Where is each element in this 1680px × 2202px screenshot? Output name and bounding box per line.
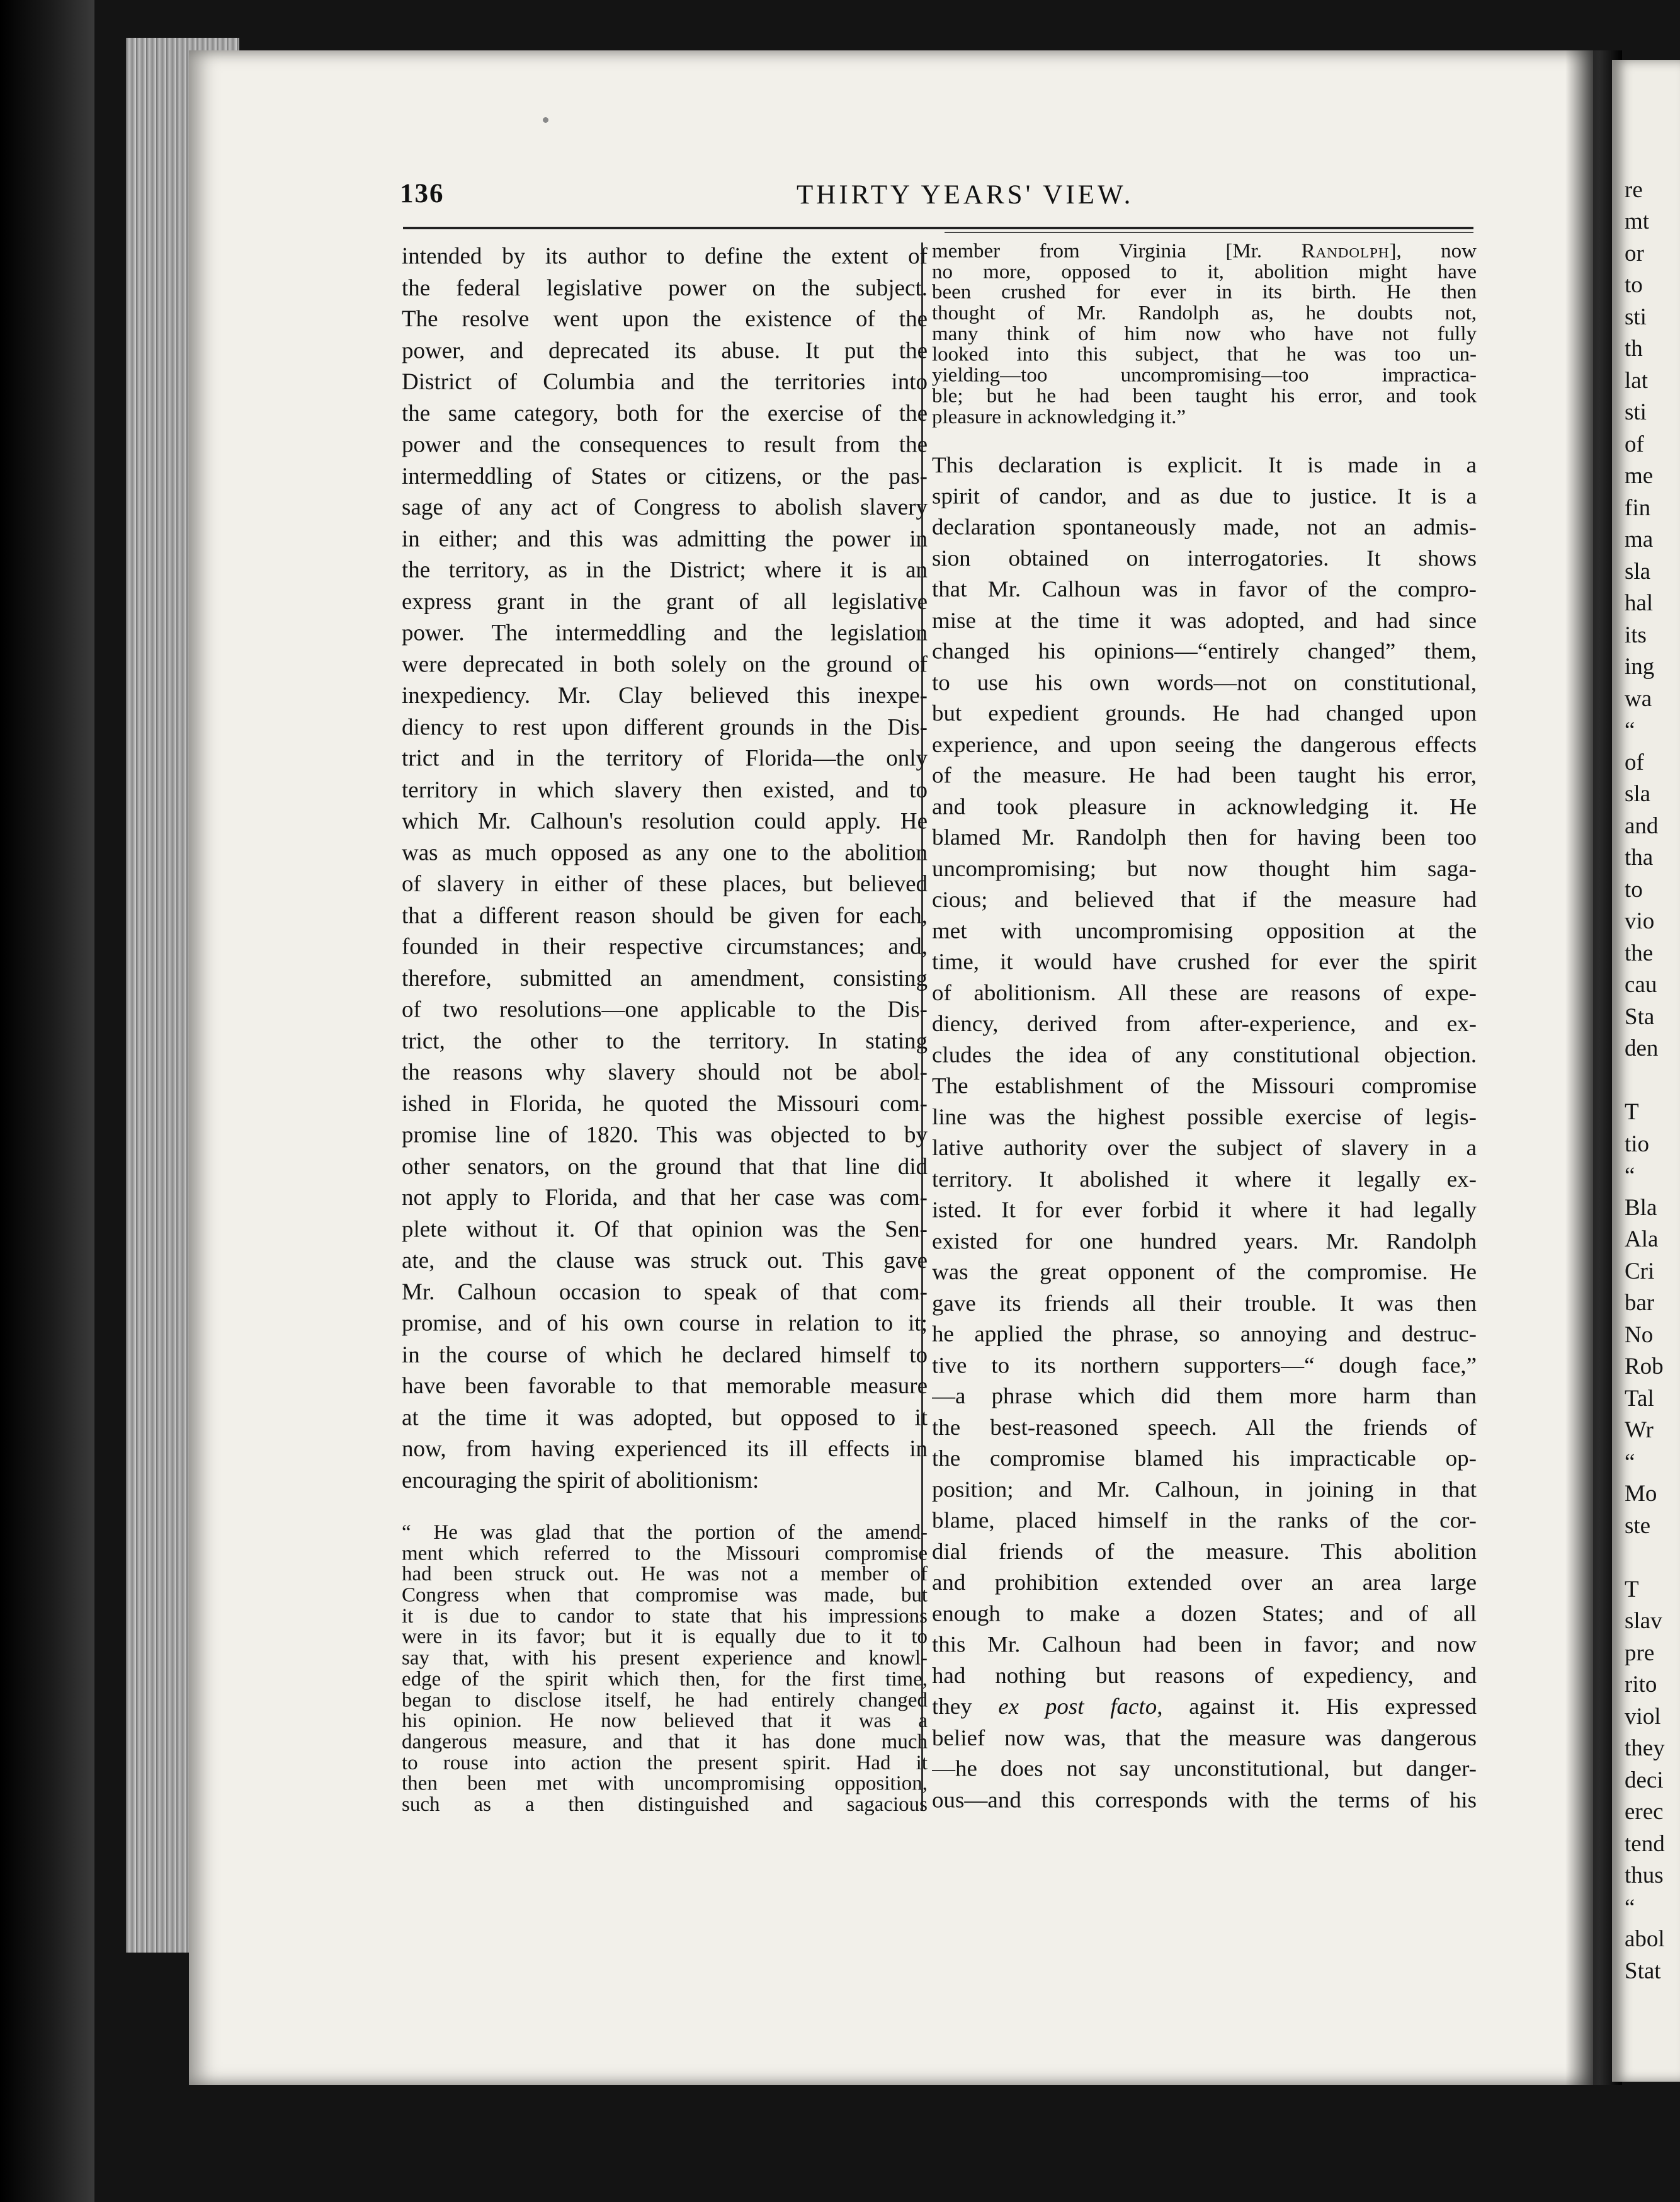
text-line: of the measure. He had been taught his error, bbox=[932, 763, 1477, 789]
fragment-line: mt bbox=[1625, 208, 1650, 234]
fragment-line: tha bbox=[1625, 845, 1654, 870]
text-line: to use his own words—not on constitutional, bbox=[932, 670, 1477, 695]
fragment-line bbox=[1625, 1542, 1680, 1574]
text-line: his opinion. He now believed that it was a bbox=[402, 1711, 928, 1732]
text-line: looked into this subject, that he was too un- bbox=[932, 345, 1477, 366]
text-line: This declaration is explicit. It is made in a bbox=[932, 452, 1477, 478]
text-line: then been met with uncompromising opposition, bbox=[402, 1774, 928, 1795]
text-line: pleasure in acknowledging it.” bbox=[932, 406, 1186, 428]
text-line: that a different reason should be given for each, bbox=[402, 903, 928, 928]
text-line: —a phrase which did them more harm than bbox=[932, 1384, 1477, 1410]
text-line: which Mr. Calhoun's resolution could apply. He bbox=[402, 808, 928, 835]
text-line: The establishment of the Missouri compromise bbox=[932, 1073, 1477, 1099]
fragment-line bbox=[1625, 142, 1680, 174]
fragment-line: ste bbox=[1625, 1512, 1651, 1539]
fragment-line: “ bbox=[1625, 1449, 1635, 1475]
right-column bbox=[932, 241, 1477, 1816]
left-paragraph bbox=[402, 241, 928, 1497]
text-line: the same category, both for the exercise of the bbox=[402, 401, 928, 426]
text-line: cludes the idea of any constitutional objection. bbox=[932, 1042, 1477, 1068]
fragment-line: abol bbox=[1625, 1926, 1665, 1952]
fragment-line: Ala bbox=[1625, 1226, 1659, 1252]
text-line: The resolve went upon the existence of the bbox=[402, 306, 928, 333]
fragment-line: of bbox=[1625, 431, 1644, 457]
text-line: he applied the phrase, so annoying and destruc- bbox=[932, 1321, 1477, 1347]
header-rule-secondary bbox=[945, 232, 1473, 233]
header-rule bbox=[403, 227, 1473, 229]
text-line: territory in which slavery then existed, and to bbox=[402, 777, 928, 803]
text-line: in the course of which he declared himself to bbox=[402, 1342, 928, 1368]
dust-speck bbox=[543, 117, 548, 123]
text-line: met with uncompromising opposition at the bbox=[932, 918, 1477, 944]
text-line: changed his opinions—“entirely changed” them, bbox=[932, 639, 1477, 665]
page-number: 136 bbox=[400, 179, 445, 208]
text-line: spirit of candor, and as due to justice. It is a bbox=[932, 484, 1477, 510]
fragment-line: viol bbox=[1625, 1703, 1661, 1730]
next-page-edge bbox=[1612, 60, 1680, 2082]
text-line: they ex post facto, against it. His expressed bbox=[932, 1694, 1477, 1720]
text-line: edge of the spirit which then, for the first time, bbox=[402, 1669, 928, 1691]
text-line: sage of any act of Congress to abolish slavery bbox=[402, 494, 928, 520]
text-line: of slavery in either of these places, but believed bbox=[402, 871, 928, 897]
text-line: not apply to Florida, and that her case was com- bbox=[402, 1185, 928, 1211]
text-line: were deprecated in both solely on the ground of bbox=[402, 651, 928, 678]
fragment-line: Rob bbox=[1625, 1354, 1664, 1379]
text-line: ble; but he had been taught his error, and took bbox=[932, 386, 1477, 407]
text-line: ous—and this corresponds with the terms of his bbox=[932, 1787, 1477, 1813]
text-line: power and the consequences to result from the bbox=[402, 431, 928, 458]
text-line: began to disclose itself, he had entirely changed bbox=[402, 1690, 928, 1711]
fragment-line: Mo bbox=[1625, 1481, 1657, 1507]
text-line: the territory, as in the District; where it is an bbox=[402, 557, 928, 583]
running-title: THIRTY YEARS' VIEW. bbox=[797, 180, 1134, 210]
text-line: promise line of 1820. This was objected to by bbox=[402, 1122, 928, 1148]
fragment-line: Stat bbox=[1625, 1958, 1661, 1984]
text-line: promise, and of his own course in relation to it; bbox=[402, 1310, 928, 1337]
fragment-line: to bbox=[1625, 876, 1643, 903]
text-line: power. The intermeddling and the legislation bbox=[402, 620, 928, 646]
fragment-line: vio bbox=[1625, 908, 1655, 934]
text-line: the federal legislative power on the subject. bbox=[402, 275, 928, 301]
fragment-line: or bbox=[1625, 240, 1644, 266]
fragment-line: lat bbox=[1625, 367, 1648, 394]
text-line: this Mr. Calhoun had been in favor; and now bbox=[932, 1632, 1477, 1658]
fragment-line: hal bbox=[1625, 590, 1654, 616]
text-line: and took pleasure in acknowledging it. He bbox=[932, 794, 1477, 819]
text-line: gave its friends all their trouble. It was then bbox=[932, 1291, 1477, 1316]
fragment-line: of bbox=[1625, 749, 1644, 775]
text-line: line was the highest possible exercise of legis- bbox=[932, 1104, 1477, 1130]
text-line: the compromise blamed his impracticable op- bbox=[932, 1446, 1477, 1471]
text-line: trict and in the territory of Florida—the only bbox=[402, 746, 928, 772]
text-line: isted. It for ever forbid it where it had legally bbox=[932, 1197, 1477, 1223]
fragment-line: sla bbox=[1625, 558, 1651, 585]
text-line: that Mr. Calhoun was in favor of the compro- bbox=[932, 576, 1477, 602]
text-line: cious; and believed that if the measure had bbox=[932, 887, 1477, 913]
right-quotation bbox=[932, 241, 1477, 428]
text-line: District of Columbia and the territories into bbox=[402, 369, 928, 395]
text-line: intermeddling of States or citizens, or the pas- bbox=[402, 463, 928, 489]
text-line: ished in Florida, he quoted the Missouri com- bbox=[402, 1091, 928, 1117]
text-line: had been struck out. He was not a member of bbox=[402, 1564, 928, 1586]
fragment-line: slav bbox=[1625, 1608, 1662, 1634]
fragment-line: me bbox=[1625, 463, 1654, 489]
fragment-line: deci bbox=[1625, 1767, 1664, 1793]
fragment-line: “ bbox=[1625, 1894, 1635, 1920]
fragment-line: re bbox=[1625, 176, 1643, 203]
text-line: the best-reasoned speech. All the friends of bbox=[932, 1415, 1477, 1440]
fragment-line: No bbox=[1625, 1321, 1654, 1348]
fragment-line: wa bbox=[1625, 685, 1652, 712]
text-line: Mr. Calhoun occasion to speak of that com- bbox=[402, 1279, 928, 1305]
text-line: to rouse into action the present spirit. Had it bbox=[402, 1752, 928, 1774]
fragment-line: ing bbox=[1625, 654, 1655, 680]
fragment-line bbox=[1625, 111, 1680, 143]
text-line: declaration spontaneously made, not an admis- bbox=[932, 515, 1477, 540]
text-line: dial friends of the measure. This abolition bbox=[932, 1539, 1477, 1565]
text-line: position; and Mr. Calhoun, in joining in that bbox=[932, 1477, 1477, 1503]
fragment-line: th bbox=[1625, 336, 1643, 362]
text-line: other senators, on the ground that that line did bbox=[402, 1153, 928, 1180]
fragment-line: Cri bbox=[1625, 1258, 1655, 1284]
text-line: “ He was glad that the portion of the amend- bbox=[402, 1522, 928, 1544]
text-line: lative authority over the subject of slavery in a bbox=[932, 1135, 1477, 1161]
fragment-line: T bbox=[1625, 1576, 1639, 1602]
fragment-line: fin bbox=[1625, 494, 1651, 521]
text-line: dangerous measure, and that it has done much bbox=[402, 1731, 928, 1753]
fragment-line: erec bbox=[1625, 1799, 1664, 1825]
fragment-line: and bbox=[1625, 813, 1659, 839]
fragment-line: sti bbox=[1625, 399, 1647, 425]
text-line: therefore, submitted an amendment, consisting bbox=[402, 965, 928, 991]
text-line: uncompromising; but now thought him saga- bbox=[932, 856, 1477, 882]
text-line: was the great opponent of the compromise. He bbox=[932, 1260, 1477, 1286]
fragment-line bbox=[1625, 79, 1680, 111]
text-line: mise at the time it was adopted, and had since bbox=[932, 608, 1477, 634]
text-line: territory. It abolished it where it legally ex- bbox=[932, 1167, 1477, 1192]
text-line: say that, with his present experience and knowl- bbox=[402, 1648, 928, 1669]
text-line: of two resolutions—one applicable to the Dis- bbox=[402, 996, 928, 1023]
text-line: ment which referred to the Missouri compromise bbox=[402, 1543, 928, 1565]
text-line: express grant in the grant of all legislative bbox=[402, 588, 928, 615]
fragment-line: Bla bbox=[1625, 1194, 1657, 1221]
text-line: in either; and this was admitting the power in bbox=[402, 526, 928, 552]
text-line: the reasons why slavery should not be abol- bbox=[402, 1059, 928, 1085]
fragment-line: tio bbox=[1625, 1131, 1650, 1157]
fragment-line: to bbox=[1625, 272, 1643, 298]
text-line: belief now was, that the measure was dangerous bbox=[932, 1725, 1477, 1751]
text-line: such as a then distinguished and sagacious bbox=[402, 1794, 928, 1816]
text-line: blame, placed himself in the ranks of the cor- bbox=[932, 1508, 1477, 1534]
fragment-line: pre bbox=[1625, 1640, 1655, 1666]
text-line: many think of him now who have not fully bbox=[932, 324, 1477, 345]
text-line: blamed Mr. Randolph then for having been too bbox=[932, 825, 1477, 851]
text-line: tive to its northern supporters—“ dough face,” bbox=[932, 1352, 1477, 1378]
text-line: no more, opposed to it, abolition might have bbox=[932, 261, 1477, 283]
next-page-fragments bbox=[1625, 79, 1680, 1987]
fragment-line: bar bbox=[1625, 1290, 1655, 1316]
fragment-line: “ bbox=[1625, 717, 1635, 743]
fragment-line: sla bbox=[1625, 781, 1651, 807]
text-line: thought of Mr. Randolph as, he doubts not, bbox=[932, 303, 1477, 324]
fragment-line: tend bbox=[1625, 1830, 1665, 1857]
text-line: intended by its author to define the extent of bbox=[402, 243, 928, 270]
fragment-line bbox=[1625, 1065, 1680, 1097]
right-paragraph bbox=[932, 450, 1477, 1816]
fragment-line: the bbox=[1625, 940, 1654, 966]
text-line: and prohibition extended over an area large bbox=[932, 1570, 1477, 1595]
fragment-line: ma bbox=[1625, 527, 1654, 552]
text-line: now, from having experienced its ill effects in bbox=[402, 1436, 928, 1462]
text-line: enough to make a dozen States; and of all bbox=[932, 1601, 1477, 1627]
text-line: it is due to candor to state that his impressions bbox=[402, 1606, 928, 1628]
text-line: at the time it was adopted, but opposed to it bbox=[402, 1405, 928, 1430]
fragment-line: T bbox=[1625, 1099, 1639, 1125]
text-line: founded in their respective circumstances; and, bbox=[402, 934, 928, 960]
text-line: but expedient grounds. He had changed upon bbox=[932, 701, 1477, 727]
text-line: diency, derived from after-experience, and ex- bbox=[932, 1011, 1477, 1037]
text-line: inexpediency. Mr. Clay believed this inexpe- bbox=[402, 683, 928, 709]
left-quotation bbox=[402, 1522, 928, 1815]
text-line: diency to rest upon different grounds in the Dis- bbox=[402, 714, 928, 740]
text-line: —he does not say unconstitutional, but danger- bbox=[932, 1756, 1477, 1782]
fragment-line: Wr bbox=[1625, 1417, 1654, 1443]
fragment-line: cau bbox=[1625, 972, 1657, 998]
fragment-line: Tal bbox=[1625, 1385, 1654, 1412]
text-line: existed for one hundred years. Mr. Randolph bbox=[932, 1228, 1477, 1254]
text-line: been crushed for ever in its birth. He then bbox=[932, 282, 1477, 304]
text-line: time, it would have crushed for ever the spirit bbox=[932, 949, 1477, 975]
fragment-line: Sta bbox=[1625, 1003, 1655, 1030]
text-line: of abolitionism. All these are reasons of expe- bbox=[932, 980, 1477, 1006]
fragment-line: “ bbox=[1625, 1163, 1635, 1189]
text-line: had nothing but reasons of expediency, and bbox=[932, 1663, 1477, 1689]
text-line: encouraging the spirit of abolitionism: bbox=[402, 1468, 759, 1493]
text-line: member from Virginia [Mr. Randolph], now bbox=[932, 241, 1477, 262]
left-column bbox=[402, 241, 928, 1816]
running-header bbox=[400, 178, 1470, 222]
text-line: yielding—too uncompromising—too impractica- bbox=[932, 365, 1477, 387]
text-line: was as much opposed as any one to the abolition bbox=[402, 840, 928, 866]
scan-left-edge bbox=[0, 0, 94, 2202]
fragment-line: they bbox=[1625, 1735, 1665, 1761]
fragment-line: rito bbox=[1625, 1672, 1657, 1697]
text-line: power, and deprecated its abuse. It put the bbox=[402, 338, 928, 363]
text-line: plete without it. Of that opinion was the Sen- bbox=[402, 1216, 928, 1242]
fragment-line: its bbox=[1625, 622, 1647, 648]
text-line: experience, and upon seeing the dangerous effects bbox=[932, 732, 1477, 758]
fragment-line: den bbox=[1625, 1035, 1659, 1061]
fragment-line: thus bbox=[1625, 1863, 1664, 1888]
text-line: sion obtained on interrogatories. It shows bbox=[932, 545, 1477, 571]
text-line: trict, the other to the territory. In stating bbox=[402, 1028, 928, 1054]
text-line: have been favorable to that memorable measure bbox=[402, 1373, 928, 1400]
text-line: were in its favor; but it is equally due to it to bbox=[402, 1627, 928, 1648]
fragment-line: sti bbox=[1625, 304, 1647, 330]
text-line: ate, and the clause was struck out. This gave bbox=[402, 1248, 928, 1274]
text-line: Congress when that compromise was made, but bbox=[402, 1585, 928, 1607]
